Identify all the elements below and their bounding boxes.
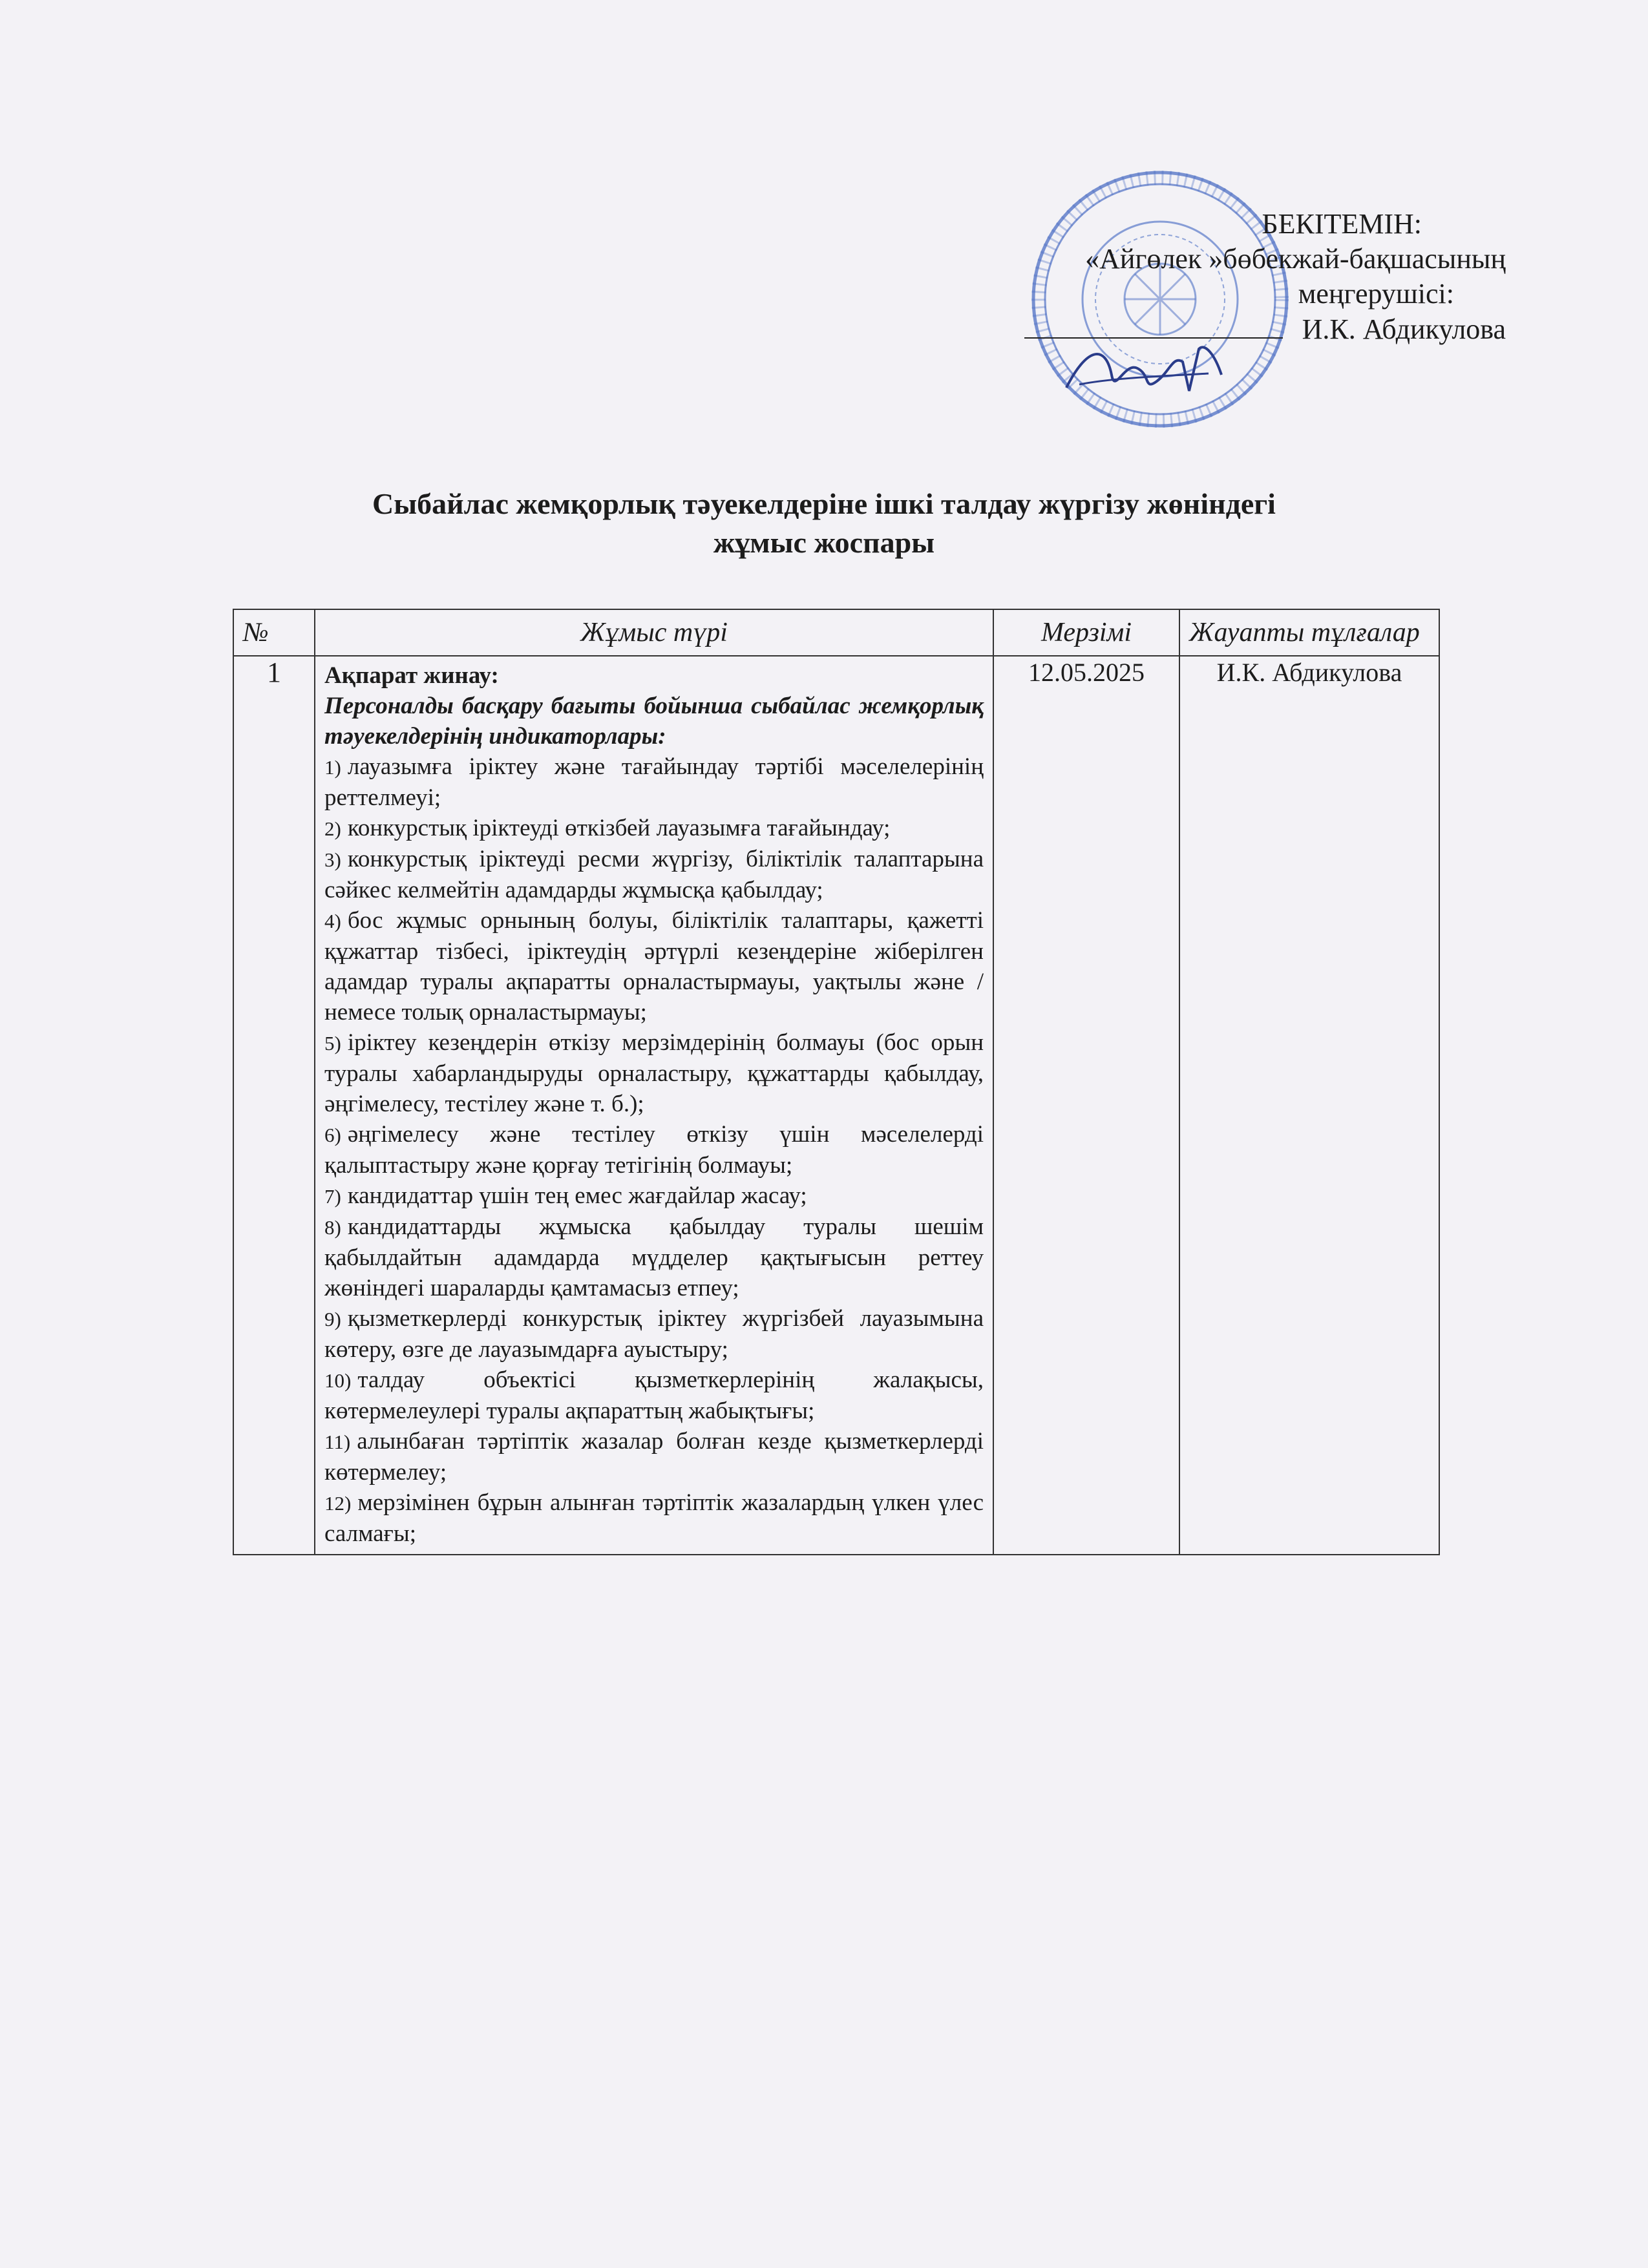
- list-item: 1) лауазымға іріктеу және тағайындау тәртібі мәселелерінің реттелмеуі;: [324, 753, 984, 811]
- list-item: 7) кандидаттар үшін тең емес жағдайлар жасау;: [324, 1182, 807, 1209]
- deadline-cell: 12.05.2025: [993, 656, 1179, 1555]
- list-item: 8) кандидаттарды жұмыска қабылдау туралы шешім қабылдайтын адамдарда мүдделер қақтығысын реттеу жөніндегі шараларды қамтамасыз етпеу;: [324, 1213, 984, 1301]
- list-item: 6) әңгімелесу және тестілеу өткізу үшін мәселелерді қалыптастыру және қорғау тетігінің болмауы;: [324, 1121, 984, 1179]
- header-work-type: Жұмыс түрі: [315, 609, 993, 656]
- approval-organization: «Айгөлек »бөбекжай-бақшасының: [1085, 243, 1506, 275]
- responsible-cell: И.К. Абдикулова: [1179, 656, 1439, 1555]
- list-item: 3) конкурстық іріктеуді ресми жүргізу, біліктілік талаптарына сәйкес келмейтін адамдарды жұмысқа қабылдау;: [324, 846, 984, 903]
- title-line-2: жұмыс жоспары: [713, 526, 935, 559]
- list-item: 10) талдау объектісі қызметкерлерінің жалақысы, көтермелеулері туралы ақпараттың жабықтығы;: [324, 1367, 984, 1424]
- list-item: 4) бос жұмыс орнының болуы, біліктілік талаптары, қажетті құжаттар тізбесі, іріктеудің әртүрлі кезеңдеріне жіберілген адамдар туралы ақпаратты орналастырмауы, уақтылы және / немесе толық орналастырмауы;: [324, 907, 984, 1025]
- work-plan-table: [233, 609, 1440, 1555]
- approval-position: меңгерушісі:: [1298, 278, 1454, 310]
- table-header-row: [233, 609, 1439, 656]
- header-num: №: [233, 609, 315, 656]
- list-item: 2) конкурстық іріктеуді өткізбей лауазымға тағайындау;: [324, 815, 891, 841]
- list-item: 9) қызметкерлерді конкурстық іріктеу жүргізбей лауазымына көтеру, өзге де лауазымдарға ауыстыру;: [324, 1305, 984, 1363]
- section-title: Ақпарат жинау:: [324, 662, 499, 689]
- section-subtitle: Персоналды басқару бағыты бойынша сыбайлас жемқорлық тәуекелдерінің индикаторлары:: [324, 693, 984, 750]
- row-number: 1: [233, 656, 315, 1555]
- header-responsible: Жауапты тұлғалар: [1179, 609, 1439, 656]
- document-title: [194, 485, 1454, 562]
- title-line-1: Сыбайлас жемқорлық тәуекелдеріне ішкі талдау жүргізу жөніндегі: [372, 487, 1276, 520]
- signature-line: [1024, 311, 1283, 339]
- list-item: 5) іріктеу кезеңдерін өткізу мерзімдерінің болмауы (бос орын туралы хабарландыруды орналастыру, құжаттарды қабылдау, әңгімелесу, тестілеу және т. б.);: [324, 1029, 984, 1117]
- approval-block: [872, 207, 1506, 347]
- approval-name: И.К. Абдикулова: [1302, 313, 1506, 345]
- header-deadline: Мерзімі: [993, 609, 1179, 656]
- approval-heading: БЕКІТЕМІН:: [1262, 208, 1422, 240]
- list-item: 11) алынбаған тәртіптік жазалар болған кезде қызметкерлерді көтермелеу;: [324, 1428, 984, 1486]
- list-item: 12) мерзімінен бұрын алынған тәртіптік жазалардың үлкен үлес салмағы;: [324, 1489, 984, 1547]
- table-row: [233, 656, 1439, 1555]
- work-type-cell: [315, 656, 993, 1555]
